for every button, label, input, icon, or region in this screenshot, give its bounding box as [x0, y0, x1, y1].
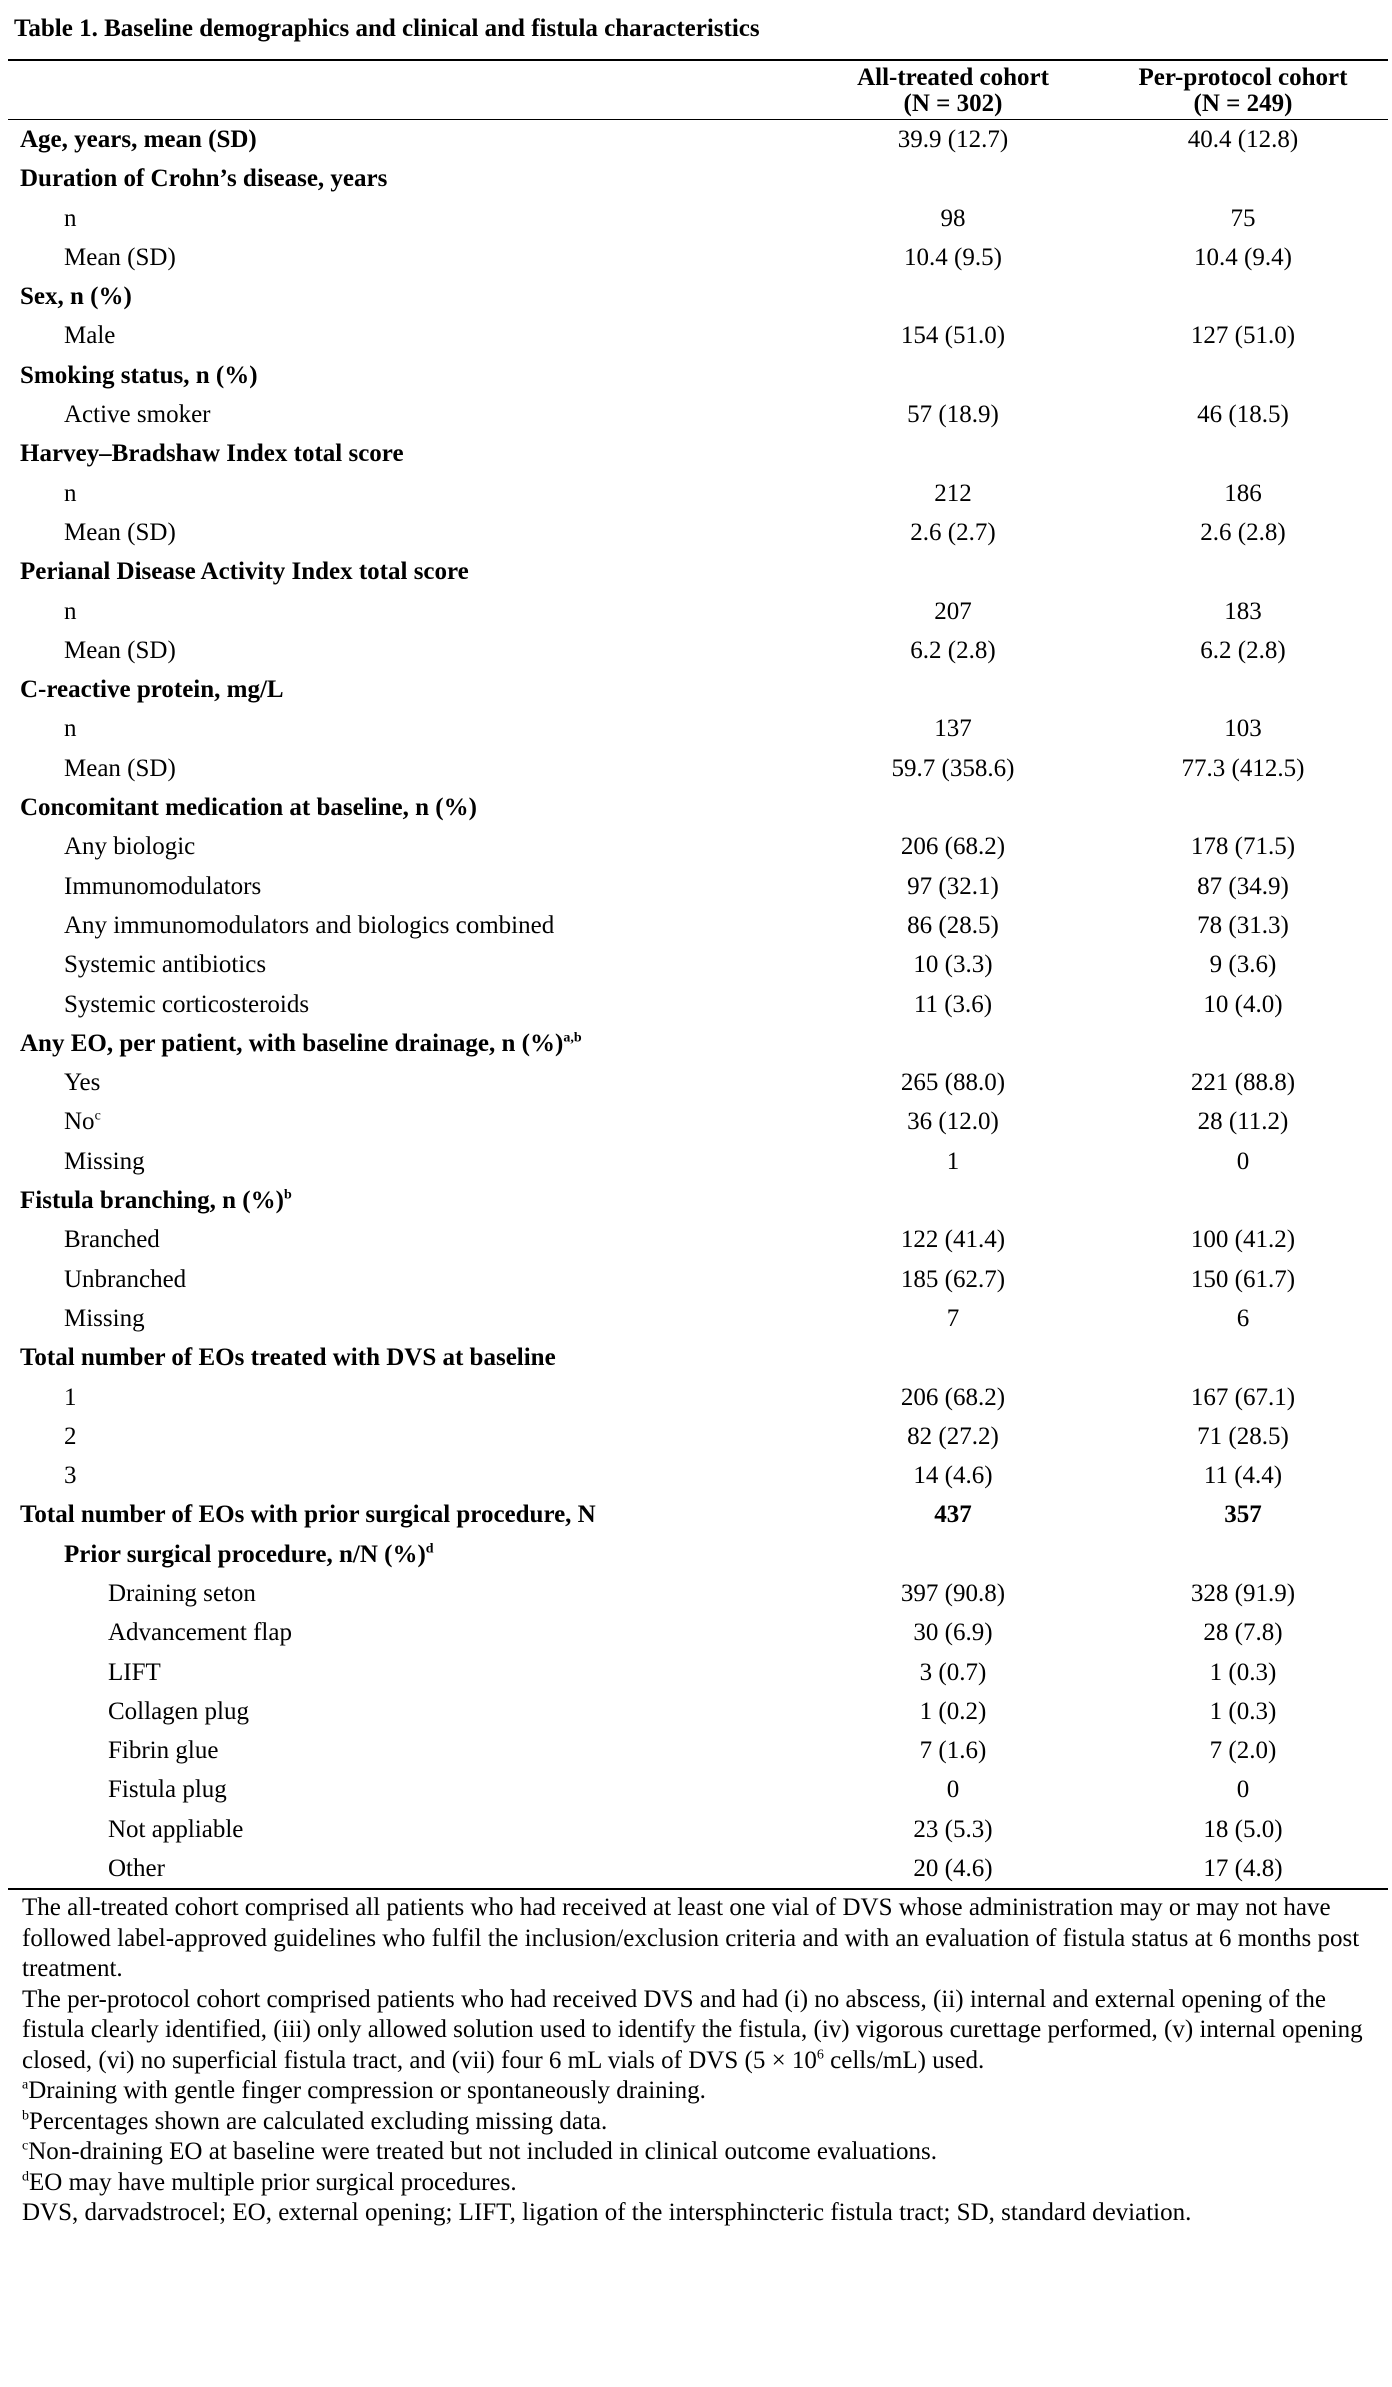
- table-row: [8, 1692, 1388, 1731]
- table-row: [8, 631, 1388, 670]
- cell-per-protocol: 150 (61.7): [1190, 1265, 1296, 1293]
- cell-per-protocol: [1098, 788, 1388, 827]
- row-label: C-reactive protein, mg/L: [20, 676, 284, 704]
- cell-all-treated: 20 (4.6): [808, 1849, 1098, 1889]
- table-row: [8, 395, 1388, 434]
- table-row: [8, 1495, 1388, 1534]
- row-label: Draining seton: [108, 1579, 256, 1607]
- footnote-per-protocol: [22, 1985, 1374, 2077]
- cell-all-treated: 39.9 (12.7): [897, 126, 1009, 153]
- cell-all-treated: 7: [946, 1304, 960, 1332]
- cell-per-protocol: 0: [1236, 1776, 1250, 1804]
- header-per-protocol-title: Per-protocol cohort: [1138, 64, 1348, 91]
- row-label: Missing: [64, 1304, 145, 1332]
- table-row: [8, 1417, 1388, 1456]
- table-row: [8, 1731, 1388, 1770]
- footnote-per-protocol-exponent: 6: [816, 2047, 824, 2063]
- cell-all-treated: 265 (88.0): [900, 1069, 1006, 1097]
- row-label: Fistula plug: [108, 1776, 227, 1804]
- cell-per-protocol: 78 (31.3): [1197, 911, 1289, 939]
- cell-all-treated: 437: [934, 1501, 972, 1529]
- table-row: [8, 1574, 1388, 1613]
- cell-per-protocol: 0: [1236, 1147, 1250, 1175]
- cell-per-protocol: 11 (4.4): [1203, 1462, 1283, 1490]
- footnote-a: $^a$Draining with gentle finger compression or spontaneously draining.: [22, 2077, 706, 2105]
- row-label-superscript: b: [283, 1187, 292, 1203]
- row-label: Not appliable: [108, 1815, 244, 1843]
- table-row: [8, 1142, 1388, 1181]
- cell-per-protocol: 186: [1224, 479, 1262, 507]
- row-label: n: [64, 479, 77, 507]
- cell-per-protocol: [1098, 552, 1388, 591]
- table-row: [8, 1535, 1388, 1574]
- row-label: Systemic antibiotics: [64, 951, 267, 979]
- row-label: No$^c$: [64, 1108, 101, 1136]
- cell-all-treated: 137: [934, 715, 972, 743]
- table-header-row: [8, 60, 1388, 120]
- table-row: [8, 592, 1388, 631]
- cell-per-protocol: 10.4 (9.4): [1194, 243, 1292, 271]
- row-label: 3: [64, 1462, 77, 1490]
- footnote-a-text: Draining with gentle finger compression or spontaneously draining.: [28, 2077, 706, 2105]
- cell-per-protocol: [1098, 1024, 1388, 1063]
- cell-all-treated: [808, 356, 1098, 395]
- cell-all-treated: 397 (90.8): [900, 1579, 1006, 1607]
- table-row: [8, 159, 1388, 198]
- row-label: 1: [64, 1383, 77, 1411]
- cell-all-treated: 57 (18.9): [907, 401, 999, 429]
- table-row: [8, 867, 1388, 906]
- footnote-all-treated: The all-treated cohort comprised all patients who had received at least one vial of DVS whose administration may or may not have followed label-approved guidelines who fulfil the inclusion/exclusion criteria and with an evaluation of fistula status at 6 months post treatment.: [22, 1894, 1360, 1983]
- cell-per-protocol: 18 (5.0): [1203, 1815, 1283, 1843]
- cell-all-treated: 154 (51.0): [900, 322, 1006, 350]
- row-label: Mean (SD): [64, 518, 176, 546]
- cell-all-treated: 7 (1.6): [919, 1737, 987, 1765]
- table-row: [8, 277, 1388, 316]
- footnote-d: $^d$EO may have multiple prior surgical procedures.: [22, 2168, 517, 2196]
- header-per-protocol-n: (N = 249): [1193, 90, 1293, 117]
- cell-all-treated: 1 (0.2): [919, 1697, 987, 1725]
- cell-all-treated: [808, 277, 1098, 316]
- row-label: 2: [64, 1422, 77, 1450]
- cell-all-treated: 98: [940, 204, 966, 232]
- footnote-c-text: Non-draining EO at baseline were treated but not included in clinical outcome evaluations.: [28, 2138, 937, 2166]
- table-row: [8, 552, 1388, 591]
- cell-per-protocol: [1098, 670, 1388, 709]
- cell-per-protocol: 1 (0.3): [1209, 1697, 1277, 1725]
- footnote-c: $^c$Non-draining EO at baseline were treated but not included in clinical outcome evaluations.: [22, 2138, 937, 2166]
- row-label: Other: [8, 1849, 808, 1889]
- cell-all-treated: 0: [946, 1776, 960, 1804]
- table-row: [8, 513, 1388, 552]
- cell-per-protocol: 167 (67.1): [1190, 1383, 1296, 1411]
- table-row: [8, 1653, 1388, 1692]
- cell-all-treated: 212: [934, 479, 972, 507]
- row-label-superscript: d: [425, 1541, 434, 1557]
- cell-all-treated: [808, 552, 1098, 591]
- row-label: Systemic corticosteroids: [64, 990, 310, 1018]
- cell-per-protocol: [1098, 277, 1388, 316]
- header-all-treated-title: All-treated cohort: [857, 64, 1049, 91]
- row-label: Missing: [64, 1147, 145, 1175]
- table-row: [8, 1260, 1388, 1299]
- cell-all-treated: [808, 159, 1098, 198]
- table-row: [8, 1613, 1388, 1652]
- table-row: [8, 316, 1388, 355]
- cell-per-protocol: 178 (71.5): [1190, 833, 1296, 861]
- row-label: Fistula branching, n (%)$^b$: [20, 1187, 292, 1215]
- header-blank: [8, 60, 808, 120]
- cell-per-protocol: 6.2 (2.8): [1200, 636, 1286, 664]
- row-label: LIFT: [108, 1658, 161, 1686]
- cell-all-treated: 122 (41.4): [900, 1226, 1006, 1254]
- row-label: Male: [64, 322, 116, 350]
- cell-all-treated: 10.4 (9.5): [904, 243, 1002, 271]
- cell-per-protocol: 75: [1230, 204, 1256, 232]
- cell-per-protocol: [1098, 356, 1388, 395]
- cell-per-protocol: [1098, 434, 1388, 473]
- cell-per-protocol: 328 (91.9): [1190, 1579, 1296, 1607]
- table-row: [8, 199, 1388, 238]
- footnote-b-text: Percentages shown are calculated excluding missing data.: [29, 2107, 608, 2135]
- row-label: n: [64, 715, 77, 743]
- cell-all-treated: 3 (0.7): [919, 1658, 987, 1686]
- table-row: [8, 788, 1388, 827]
- row-label: Harvey–Bradshaw Index total score: [20, 440, 404, 468]
- cell-per-protocol: [1098, 1338, 1388, 1377]
- cell-all-treated: 36 (12.0): [907, 1108, 999, 1136]
- header-per-protocol: [1098, 60, 1388, 120]
- header-all-treated: [808, 60, 1098, 120]
- row-label: Any immunomodulators and biologics combined: [64, 911, 555, 939]
- cell-all-treated: 97 (32.1): [907, 872, 999, 900]
- row-label: Total number of EOs treated with DVS at baseline: [20, 1344, 556, 1372]
- table-row: [8, 1299, 1388, 1338]
- table-row: [8, 238, 1388, 277]
- cell-all-treated: [808, 1024, 1098, 1063]
- footnote-abbreviations: DVS, darvadstrocel; EO, external opening; LIFT, ligation of the intersphincteric fistula tract; SD, standard deviation.: [22, 2199, 1192, 2227]
- footnote-per-protocol-end: cells/mL) used.: [823, 2046, 985, 2074]
- cell-all-treated: [808, 1535, 1098, 1574]
- cell-all-treated: [808, 1181, 1098, 1220]
- cell-all-treated: 10 (3.3): [913, 951, 993, 979]
- row-label: Mean (SD): [64, 636, 176, 664]
- table-row: [8, 1810, 1388, 1849]
- row-label: Branched: [64, 1226, 160, 1254]
- table-row: [8, 827, 1388, 866]
- cell-all-treated: [808, 434, 1098, 473]
- row-label-superscript: a,b: [563, 1030, 582, 1046]
- cell-all-treated: [808, 670, 1098, 709]
- cell-all-treated: [808, 1338, 1098, 1377]
- cell-per-protocol: 183: [1224, 597, 1262, 625]
- row-label: Duration of Crohn’s disease, years: [20, 165, 388, 193]
- table-row: [8, 1378, 1388, 1417]
- table-row: [8, 434, 1388, 473]
- row-label: n: [64, 204, 77, 232]
- footnote-d-text: EO may have multiple prior surgical procedures.: [29, 2168, 517, 2196]
- cell-per-protocol: 103: [1224, 715, 1262, 743]
- cell-all-treated: 1: [946, 1147, 960, 1175]
- row-label: Unbranched: [64, 1265, 187, 1293]
- cell-per-protocol: 6: [1236, 1304, 1250, 1332]
- table-row: [8, 1181, 1388, 1220]
- table-row: [8, 356, 1388, 395]
- cell-per-protocol: 28 (7.8): [1203, 1619, 1283, 1647]
- cell-per-protocol: 1 (0.3): [1209, 1658, 1277, 1686]
- table-row: [8, 1338, 1388, 1377]
- table-row: [8, 1770, 1388, 1809]
- table-row: [8, 1220, 1388, 1259]
- cell-per-protocol: 100 (41.2): [1190, 1226, 1296, 1254]
- row-label: Advancement flap: [108, 1619, 292, 1647]
- cell-per-protocol: 10 (4.0): [1203, 990, 1283, 1018]
- table-row: [8, 985, 1388, 1024]
- cell-per-protocol: 77.3 (412.5): [1181, 754, 1305, 782]
- row-label: Active smoker: [64, 401, 211, 429]
- cell-all-treated: 14 (4.6): [913, 1462, 993, 1490]
- cell-per-protocol: 357: [1224, 1501, 1262, 1529]
- table-row: [8, 709, 1388, 748]
- cell-per-protocol: 46 (18.5): [1197, 401, 1289, 429]
- table-row: [8, 1102, 1388, 1141]
- cell-per-protocol: 40.4 (12.8): [1187, 126, 1299, 153]
- footnote-per-protocol-text: The per-protocol cohort comprised patients who had received DVS and had (i) no abscess, (ii) internal and external opening of the fistula clearly identified, (iii) only allowed solution used to identify the fistula, (iv) vigorous curettage performed, (v) internal opening closed, (vi) no superficial fistula tract, and (vii) four 6 mL vials of DVS (5 × 10: [22, 1985, 1363, 2074]
- cell-all-treated: 59.7 (358.6): [891, 754, 1015, 782]
- row-label: Mean (SD): [64, 754, 176, 782]
- cell-all-treated: 82 (27.2): [907, 1422, 999, 1450]
- cell-per-protocol: 7 (2.0): [1209, 1737, 1277, 1765]
- row-label: n: [64, 597, 77, 625]
- cell-per-protocol: 127 (51.0): [1190, 322, 1296, 350]
- footnote-b: $^b$Percentages shown are calculated excluding missing data.: [22, 2107, 608, 2135]
- cell-per-protocol: 87 (34.9): [1197, 872, 1289, 900]
- cell-all-treated: 207: [934, 597, 972, 625]
- row-label: Yes: [64, 1069, 101, 1097]
- footnotes: [8, 1890, 1380, 2229]
- cell-all-treated: 206 (68.2): [900, 833, 1006, 861]
- row-label: Concomitant medication at baseline, n (%): [20, 794, 477, 822]
- table-row: [8, 1024, 1388, 1063]
- row-label-superscript: c: [94, 1109, 101, 1125]
- cell-all-treated: 86 (28.5): [907, 911, 999, 939]
- table-row: [8, 474, 1388, 513]
- cell-per-protocol: [1098, 159, 1388, 198]
- cell-all-treated: 11 (3.6): [913, 990, 993, 1018]
- cell-per-protocol: 71 (28.5): [1197, 1422, 1289, 1450]
- cell-per-protocol: [1098, 1181, 1388, 1220]
- cell-all-treated: 2.6 (2.7): [910, 518, 996, 546]
- header-all-treated-n: (N = 302): [903, 90, 1003, 117]
- row-label: Perianal Disease Activity Index total score: [20, 558, 469, 586]
- cell-per-protocol: 28 (11.2): [1197, 1108, 1289, 1136]
- row-label: Total number of EOs with prior surgical procedure, N: [20, 1501, 596, 1529]
- cell-all-treated: 23 (5.3): [913, 1815, 993, 1843]
- row-label: Age, years, mean (SD): [20, 126, 257, 153]
- row-label: Any EO, per patient, with baseline drainage, n (%)$^{a,b}$: [20, 1029, 582, 1057]
- row-label: Fibrin glue: [108, 1737, 219, 1765]
- row-label: Smoking status, n (%): [20, 361, 258, 389]
- table-row: [8, 120, 1388, 160]
- row-label: Sex, n (%): [20, 283, 132, 311]
- table-row: [8, 1063, 1388, 1102]
- row-label: Mean (SD): [64, 243, 176, 271]
- row-label: Prior surgical procedure, n/N (%)$^d$: [64, 1540, 434, 1568]
- cell-per-protocol: 221 (88.8): [1190, 1069, 1296, 1097]
- cell-all-treated: 185 (62.7): [900, 1265, 1006, 1293]
- cell-per-protocol: 9 (3.6): [1209, 951, 1277, 979]
- row-label: Any biologic: [64, 833, 196, 861]
- cell-all-treated: [808, 788, 1098, 827]
- table-body: [8, 120, 1388, 1890]
- cell-per-protocol: [1098, 1535, 1388, 1574]
- table-row: [8, 1849, 1388, 1889]
- cell-all-treated: 6.2 (2.8): [910, 636, 996, 664]
- row-label: Immunomodulators: [64, 872, 262, 900]
- table-row: [8, 749, 1388, 788]
- cell-per-protocol: 17 (4.8): [1098, 1849, 1388, 1889]
- table-row: [8, 670, 1388, 709]
- cell-all-treated: 206 (68.2): [900, 1383, 1006, 1411]
- table-row: [8, 1456, 1388, 1495]
- cell-per-protocol: 2.6 (2.8): [1200, 518, 1286, 546]
- table-row: [8, 906, 1388, 945]
- table-title: Table 1. Baseline demographics and clinical and fistula characteristics: [14, 15, 760, 42]
- row-label: Collagen plug: [108, 1697, 249, 1725]
- table-row: [8, 945, 1388, 984]
- cell-all-treated: 30 (6.9): [913, 1619, 993, 1647]
- baseline-table: [8, 59, 1388, 1890]
